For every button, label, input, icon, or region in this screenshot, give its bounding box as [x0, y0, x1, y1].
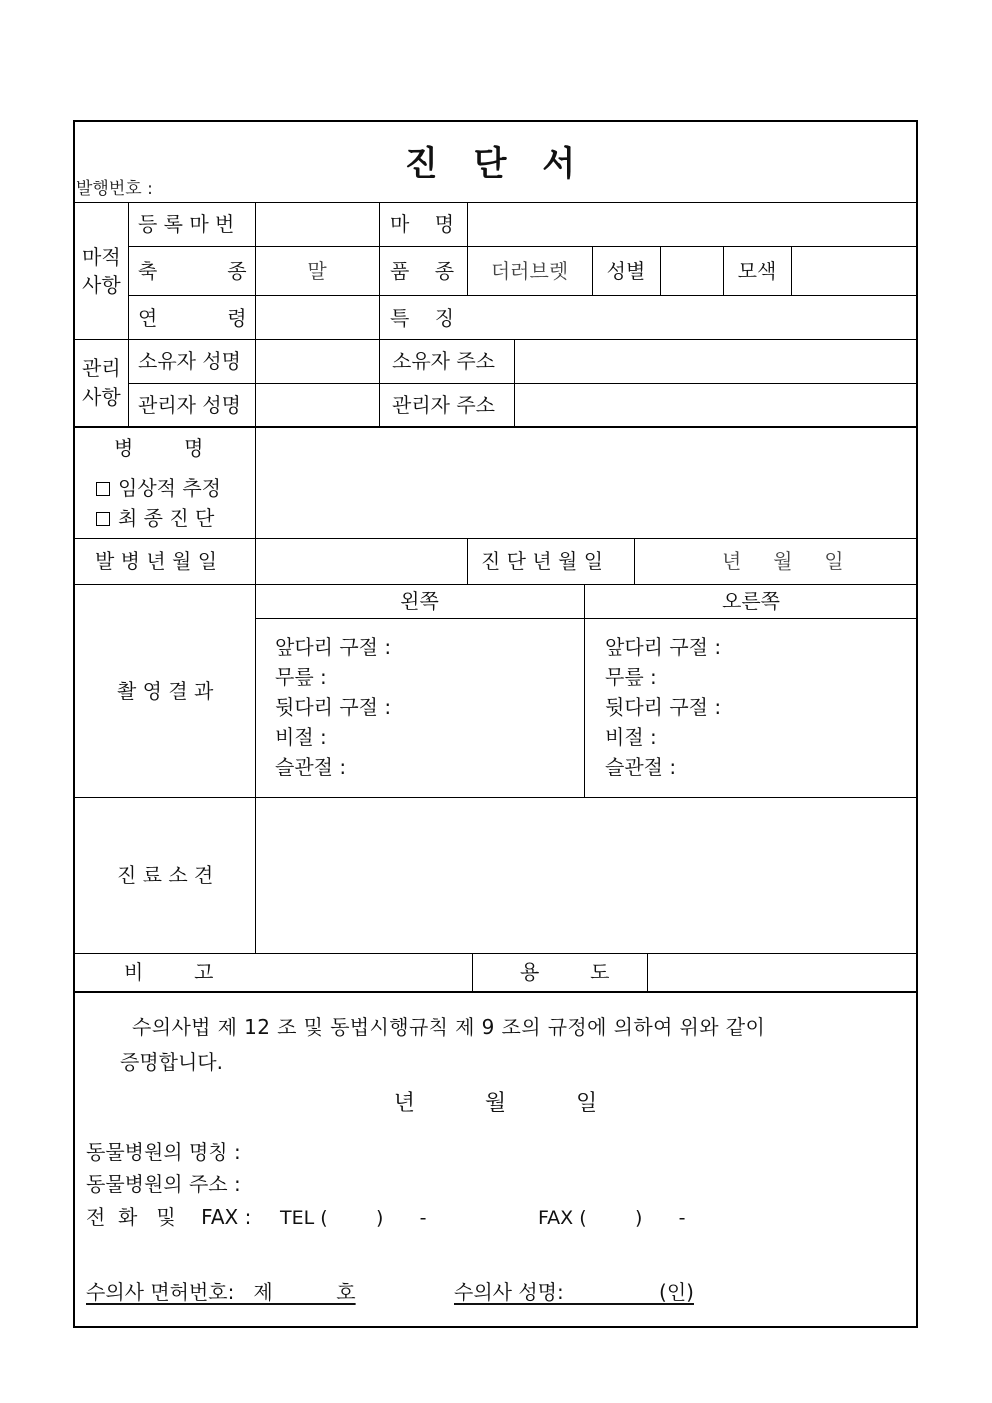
left-knee-item: 무릎 : — [275, 665, 327, 689]
imaging-result-label: 촬 영 결 과 — [117, 679, 214, 703]
left-hock-item: 비절 : — [275, 725, 327, 749]
divider — [379, 202, 380, 426]
divider — [255, 202, 256, 953]
right-knee-item: 무릎 : — [605, 665, 657, 689]
management-section-label: 관리 — [82, 356, 121, 380]
clinical-estimate-option[interactable] — [96, 476, 221, 500]
divider — [73, 797, 918, 798]
remarks-label: 비 고 — [124, 960, 214, 984]
hospital-address-label: 동물병원의 주소 : — [86, 1172, 241, 1196]
divider — [255, 618, 918, 619]
hospital-name-label: 동물병원의 명칭 : — [86, 1140, 241, 1164]
management-section-label: 사항 — [82, 385, 121, 409]
feature-label: 특 징 — [390, 306, 455, 330]
divider — [73, 584, 918, 585]
right-fetlock-hind-item: 뒷다리 구절 : — [605, 695, 722, 719]
horse-section-label: 마적 — [82, 245, 121, 269]
divider — [128, 383, 918, 384]
breed-label: 품 종 — [390, 259, 455, 283]
left-stifle-item: 슬관절 : — [275, 755, 347, 779]
owner-address-label: 소유자 주소 — [392, 349, 495, 373]
tel-field: TEL ( ) - — [280, 1207, 427, 1229]
divider — [584, 584, 585, 797]
clinical-findings-label: 진 료 소 견 — [117, 863, 214, 887]
statement-text: 수의사법 제 12 조 및 동법시행규칙 제 9 조의 규정에 의하여 위와 같이 — [132, 1015, 766, 1039]
divider — [128, 246, 918, 247]
divider — [660, 246, 661, 295]
issue-number-label: 발행번호 : — [76, 179, 153, 199]
horse-section-label: 사항 — [82, 273, 121, 297]
divider — [647, 953, 648, 991]
species-value: 말 — [307, 259, 327, 283]
onset-date-label: 발 병 년 월 일 — [95, 549, 218, 573]
diagnosis-date-value: 년 월 일 — [722, 549, 844, 573]
statement-text: 증명합니다. — [120, 1050, 223, 1074]
coat-color-label: 모색 — [737, 259, 777, 283]
age-label: 연 령 — [138, 306, 247, 330]
divider — [791, 246, 792, 295]
issue-date-line: 년 월 일 — [393, 1091, 598, 1116]
breed-value: 더러브렛 — [490, 259, 569, 283]
disease-name-label: 병 명 — [114, 436, 204, 460]
owner-name-label: 소유자 성명 — [138, 349, 241, 373]
divider — [73, 538, 918, 539]
right-column-header: 오른쪽 — [722, 589, 780, 613]
option-label: 최 종 진 단 — [118, 506, 215, 530]
vet-name-signature: 수의사 성명: (인) — [454, 1280, 694, 1304]
left-column-header: 왼쪽 — [400, 589, 439, 613]
phone-fax-label: 전 화 및 FAX : — [86, 1205, 252, 1229]
checkbox-icon[interactable] — [96, 482, 110, 496]
left-fetlock-hind-item: 뒷다리 구절 : — [275, 695, 392, 719]
divider — [514, 339, 515, 426]
divider — [73, 953, 918, 954]
diagnosis-date-label: 진 단 년 월 일 — [481, 549, 604, 573]
divider — [73, 339, 918, 340]
divider — [128, 202, 129, 426]
horse-name-label: 마 명 — [390, 212, 455, 236]
manager-address-label: 관리자 주소 — [392, 393, 495, 417]
divider — [73, 202, 918, 203]
divider — [634, 538, 635, 584]
right-stifle-item: 슬관절 : — [605, 755, 677, 779]
purpose-label: 용 도 — [520, 960, 610, 984]
option-label: 임상적 추정 — [118, 476, 221, 500]
right-hock-item: 비절 : — [605, 725, 657, 749]
divider — [73, 426, 918, 428]
vet-license-number: 수의사 면허번호: 제 호 — [86, 1280, 356, 1304]
right-fetlock-fore-item: 앞다리 구절 : — [605, 635, 722, 659]
manager-name-label: 관리자 성명 — [138, 393, 241, 417]
final-diagnosis-option[interactable] — [96, 506, 214, 530]
checkbox-icon[interactable] — [96, 512, 110, 526]
species-label: 축 종 — [138, 259, 247, 283]
left-fetlock-fore-item: 앞다리 구절 : — [275, 635, 392, 659]
divider — [128, 295, 918, 296]
divider — [73, 991, 918, 993]
fax-field: FAX ( ) - — [538, 1207, 686, 1229]
divider — [472, 953, 473, 991]
sex-label: 성별 — [606, 259, 646, 283]
page-title: 진 단 서 — [404, 144, 588, 184]
divider — [467, 538, 468, 584]
registration-number-label: 등 록 마 번 — [138, 212, 235, 236]
